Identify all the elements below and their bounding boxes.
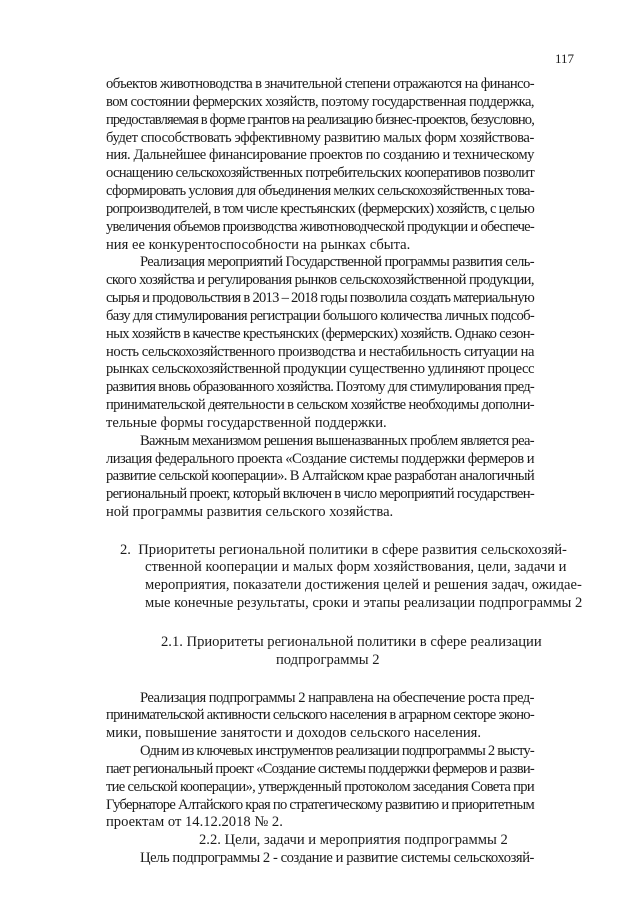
text-line: ной программы развития сельского хозяйства. [106, 504, 394, 520]
text-line: проектам от 14.12.2018 № 2. [106, 814, 283, 831]
text-line: оснащению сельскохозяйственных потребительских кооперативов позволит [106, 165, 535, 182]
text-line: Важным механизмом решения вышеназванных проблем является реа- [140, 432, 534, 449]
text-line: Одним из ключевых инструментов реализации подпрограммы 2 высту- [140, 743, 535, 759]
heading-line: мероприятия, показатели достижения целей и решения задач, ожидае- [145, 577, 582, 594]
text-line: ных хозяйств в качестве крестьянских (фермерских) хозяйств. Однако сезон- [106, 325, 534, 342]
text-line: увеличения объемов производства животноводческой продукции и обеспече- [106, 218, 535, 235]
heading-line: 2. Приоритеты региональной политики в сфере развития сельскохозяй- [120, 541, 567, 558]
text-line: базу для стимулирования регистрации большого количества личных подсоб- [106, 307, 535, 324]
text-line: ского хозяйства и регулирования рынков сельскохозяйственной продукции, [106, 272, 534, 289]
text-line: предоставляемая в форме грантов на реализацию бизнес-проектов, безусловно, [106, 111, 534, 128]
text-line: лизация федерального проекта «Создание системы поддержки фермеров и [106, 450, 534, 467]
text-line: ность сельскохозяйственного производства и нестабильность ситуации на [106, 343, 535, 360]
heading-line: подпрограммы 2 [276, 652, 380, 668]
text-line: Губернаторе Алтайского края по стратегическому развитию и приоритетным [106, 796, 534, 813]
text-line: Реализация подпрограммы 2 направлена на обеспечение роста пред- [140, 689, 534, 706]
text-line: ния. Дальнейшее финансирование проектов по созданию и техническому [106, 147, 535, 164]
heading-line: 2.2. Цели, задачи и мероприятия подпрограммы 2 [199, 832, 508, 849]
text-line: вом состоянии фермерских хозяйств, поэтому государственная поддержка, [106, 93, 535, 110]
text-line: будет способствовать эффективному развитию малых форм хозяйствова- [106, 129, 534, 146]
page-number: 117 [554, 51, 574, 66]
text-line: сырья и продовольствия в 2013 – 2018 годы позволила создать материальную [106, 290, 534, 306]
text-line: ния ее конкурентоспособности на рынках сбыта. [106, 236, 411, 253]
text-line: объектов животноводства в значительной степени отражаются на финансо- [106, 76, 535, 92]
heading-line: 2.1. Приоритеты региональной политики в сфере реализации [161, 634, 542, 651]
text-line: ропроизводителей, в том числе крестьянских (фермерских) хозяйств, с целью [106, 200, 535, 217]
text-line: принимательской деятельности в сельском хозяйстве необходимы дополни- [106, 397, 534, 413]
heading-line: мые конечные результаты, сроки и этапы реализации подпрограммы 2 [145, 595, 583, 611]
text-line: региональный проект, который включен в число мероприятий государствен- [106, 486, 535, 503]
text-line: мики, повышение занятости и доходов сельского населения. [106, 725, 482, 742]
text-line: тие сельской кооперации», утвержденный протоколом заседания Совета при [106, 778, 534, 795]
text-line: рынках сельскохозяйственной продукции существенно удлиняют процесс [106, 361, 534, 378]
text-line: тельные формы государственной поддержки. [106, 414, 387, 431]
heading-line: ственной кооперации и малых форм хозяйствования, цели, задачи и [145, 559, 567, 576]
text-line: развитие сельской кооперации». В Алтайском крае разработан аналогичный [106, 468, 535, 485]
text-line: пает региональный проект «Создание системы поддержки фермеров и разви- [106, 760, 535, 777]
text-line: Цель подпрограммы 2 - создание и развитие системы сельскохозяй- [140, 850, 534, 866]
text-line: Реализация мероприятий Государственной программы развития сель- [140, 254, 535, 271]
text-line: принимательской активности сельского населения в аграрном секторе эконо- [106, 707, 534, 724]
text-line: развития вновь образованного хозяйства. Поэтому для стимулирования пред- [106, 379, 535, 396]
text-line: сформировать условия для объединения мелких сельскохозяйственных това- [106, 183, 534, 199]
